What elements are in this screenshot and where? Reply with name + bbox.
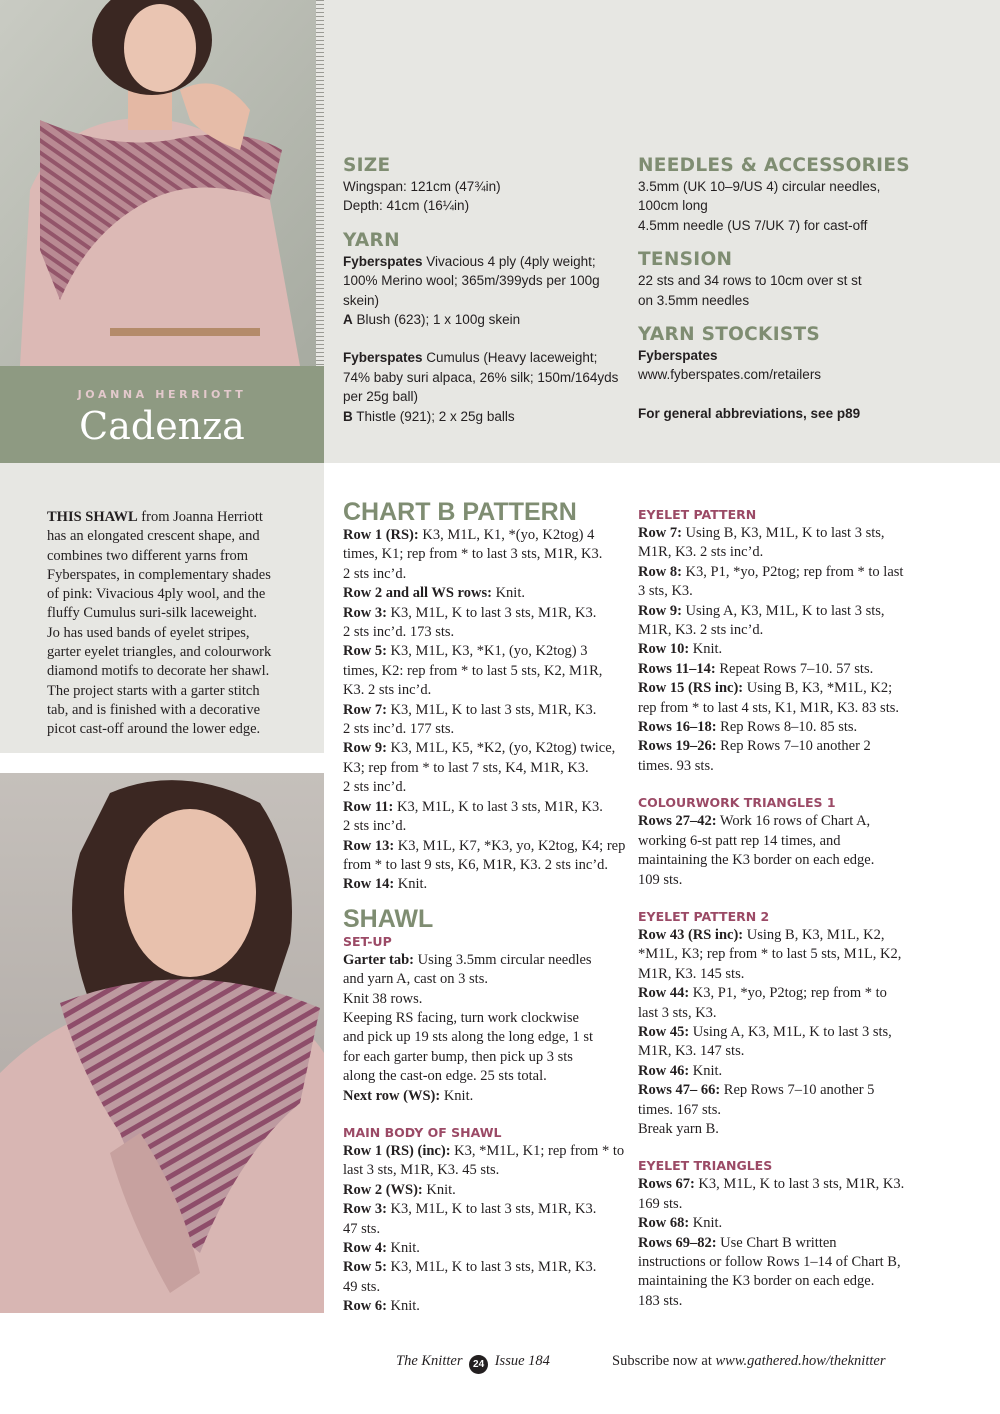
stockists-heading: YARN STOCKISTS — [638, 324, 821, 346]
yarn-1-line-1: Fyberspates Vivacious 4 ply (4ply weight; — [343, 253, 596, 269]
chart-b-line: Row 3: K3, M1L, K to last 3 sts, M1R, K3. — [343, 604, 597, 621]
chart-b-line: Row 7: K3, M1L, K to last 3 sts, M1R, K3. — [343, 701, 597, 718]
tension-heading: TENSION — [638, 249, 733, 271]
chart-b-line: 2 sts inc’d. 177 sts. — [343, 721, 455, 738]
eyelet-line: Row 8: K3, P1, *yo, P2tog; rep from * to last — [638, 563, 904, 580]
eyelet-2-line: Row 46: Knit. — [638, 1062, 723, 1079]
main-body-line: 49 sts. — [343, 1278, 381, 1295]
setup-line: Keeping RS facing, turn work clockwise — [343, 1009, 579, 1026]
eyelet-triangles-line: 169 sts. — [638, 1195, 683, 1212]
footer-subscribe — [612, 1352, 885, 1370]
eyelet-2-line: last 3 sts, K3. — [638, 1004, 717, 1021]
eyelet-triangles-line: instructions or follow Rows 1–14 of Chart B, — [638, 1254, 901, 1270]
eyelet-line: Row 15 (RS inc): Using B, K3, *M1L, K2; — [638, 680, 893, 697]
eyelet-line: Row 10: Knit. — [638, 641, 723, 658]
page-number-badge: 24 — [469, 1355, 488, 1374]
intro-line: Jo has used bands of eyelet stripes, — [47, 624, 250, 641]
eyelet-line: M1R, K3. 2 sts inc’d. — [638, 544, 764, 561]
eyelet-2-line: Rows 47– 66: Rep Rows 7–10 another 5 — [638, 1082, 875, 1099]
intro-line: tab, and is finished with a decorative — [47, 701, 261, 718]
subscribe-label: Subscribe now at — [612, 1353, 712, 1369]
setup-line: and pick up 19 sts along the long edge, 1 st — [343, 1029, 594, 1046]
needles-heading: NEEDLES & ACCESSORIES — [638, 155, 910, 176]
eyelet-line: Rows 11–14: Repeat Rows 7–10. 57 sts. — [638, 660, 874, 677]
chart-b-line: times, K2: rep from * to last 5 sts, K2, M1R, — [343, 662, 603, 679]
tension-line-2: on 3.5mm needles — [638, 292, 750, 308]
eyelet-line: M1R, K3. 2 sts inc’d. — [638, 622, 764, 639]
eyelet-2-line: M1R, K3. 145 sts. — [638, 965, 745, 982]
needles-line-3: 4.5mm needle (US 7/UK 7) for cast-off — [638, 217, 868, 233]
yarn-1-line-3: skein) — [343, 292, 380, 308]
title-block — [0, 366, 324, 463]
intro-line: garter eyelet triangles, and colourwork — [47, 644, 272, 661]
model-photo-top — [0, 0, 316, 366]
colourwork-line: working 6-st patt rep 14 times, and — [638, 832, 841, 849]
main-body-line: last 3 sts, M1R, K3. 45 sts. — [343, 1162, 500, 1179]
eyelet-line: 3 sts, K3. — [638, 583, 693, 600]
eyelet-2-line: Row 44: K3, P1, *yo, P2tog; rep from * to — [638, 985, 887, 1002]
chart-b-line: 2 sts inc’d. — [343, 565, 407, 582]
size-depth: Depth: 41cm (16¼in) — [343, 198, 470, 214]
main-body-line: Row 1 (RS) (inc): K3, *M1L, K1; rep from * to — [343, 1142, 625, 1159]
chart-b-line: Row 1 (RS): K3, M1L, K1, *(yo, K2tog) 4 — [343, 527, 595, 543]
needles-line-2: 100cm long — [638, 198, 708, 214]
designer-name: JOANNA HERRIOTT — [77, 388, 247, 401]
intro-line: combines two different yarns from — [47, 547, 249, 564]
setup-line: Next row (WS): Knit. — [343, 1087, 474, 1104]
chart-b-line: Row 9: K3, M1L, K5, *K2, (yo, K2tog) twice, — [343, 740, 616, 757]
eyelet-2-heading: EYELET PATTERN 2 — [638, 908, 770, 924]
intro-line: picot cast-off around the lower edge. — [47, 721, 261, 738]
colourwork-heading: COLOURWORK TRIANGLES 1 — [638, 795, 836, 811]
chart-b-line: Row 2 and all WS rows: Knit. — [343, 585, 525, 602]
chart-b-line: Row 13: K3, M1L, K7, *K3, yo, K2tog, K4; rep — [343, 837, 626, 854]
main-body-line: Row 4: Knit. — [343, 1240, 420, 1256]
eyelet-triangles-line: maintaining the K3 border on each edge. — [638, 1273, 875, 1290]
setup-line: Knit 38 rows. — [343, 990, 423, 1007]
setup-line: and yarn A, cast on 3 sts. — [343, 971, 488, 988]
intro-line: has an elongated crescent shape, and — [47, 528, 260, 545]
chart-b-line: Row 14: Knit. — [343, 876, 428, 893]
eyelet-triangles-heading: EYELET TRIANGLES — [638, 1158, 773, 1174]
setup-heading: SET-UP — [343, 933, 392, 949]
colourwork-line: maintaining the K3 border on each edge. — [638, 852, 875, 869]
chart-b-line: Row 5: K3, M1L, K3, *K1, (yo, K2tog) 3 — [343, 643, 588, 660]
chart-b-line: times, K1; rep from * to last 3 sts, M1R, K3. — [343, 546, 603, 563]
setup-line: Garter tab: Using 3.5mm circular needles — [343, 951, 592, 968]
stockists-url[interactable]: www.fyberspates.com/retailers — [638, 367, 822, 383]
main-body-line: 47 sts. — [343, 1220, 381, 1237]
magazine-name: The Knitter — [396, 1353, 463, 1369]
chart-b-line: K3. 2 sts inc’d. — [343, 682, 432, 699]
eyelet-triangles-line: Rows 67: K3, M1L, K to last 3 sts, M1R, K3. — [638, 1176, 905, 1193]
setup-line: along the cast-on edge. 25 sts total. — [343, 1068, 547, 1085]
eyelet-line: rep from * to last 4 sts, K1, M1R, K3. 83 sts. — [638, 699, 899, 716]
spec-column-left — [343, 155, 633, 426]
eyelet-triangles-line: 183 sts. — [638, 1292, 683, 1309]
chart-b-line: 2 sts inc’d. — [343, 818, 407, 835]
intro-line: diamond motifs to decorate her shawl. — [47, 663, 270, 680]
shawl-heading: SHAWL — [343, 904, 434, 933]
eyelet-2-line: Row 45: Using A, K3, M1L, K to last 3 sts, — [638, 1023, 892, 1040]
yarn-2-line-2: 74% baby suri alpaca, 26% silk; 150m/164yds — [343, 369, 619, 385]
main-body-line: Row 5: K3, M1L, K to last 3 sts, M1R, K3. — [343, 1259, 597, 1276]
eyelet-2-line: Break yarn B. — [638, 1120, 719, 1137]
eyelet-2-line: Row 43 (RS inc): Using B, K3, M1L, K2, — [638, 926, 885, 943]
pattern-column-right — [638, 506, 938, 1311]
setup-line: for each garter bump, then pick up 3 sts — [343, 1048, 573, 1065]
eyelet-line: Rows 19–26: Rep Rows 7–10 another 2 — [638, 738, 871, 755]
eyelet-2-line: M1R, K3. 147 sts. — [638, 1043, 745, 1060]
chart-b-line: 2 sts inc’d. — [343, 779, 407, 796]
yarn-heading: YARN — [343, 229, 400, 251]
eyelet-line: Row 7: Using B, K3, M1L, K to last 3 sts, — [638, 525, 885, 541]
intro-line: THIS SHAWL from Joanna Herriott — [47, 509, 263, 525]
eyelet-triangles-line: Rows 69–82: Use Chart B written — [638, 1234, 837, 1251]
chart-b-line: from * to last 9 sts, K6, M1R, K3. 2 sts inc’d. — [343, 856, 609, 873]
tension-line-1: 22 sts and 34 rows to 10cm over st st — [638, 273, 862, 289]
main-body-line: Row 6: Knit. — [343, 1298, 420, 1315]
yarn-2-line-3: per 25g ball) — [343, 389, 419, 405]
intro-line: fluffy Cumulus suri-silk laceweight. — [47, 605, 257, 622]
size-wingspan: Wingspan: 121cm (47¾in) — [343, 179, 501, 194]
eyelet-line: Row 9: Using A, K3, M1L, K to last 3 sts, — [638, 602, 885, 619]
yarn-2-line-1: Fyberspates Cumulus (Heavy laceweight; — [343, 350, 598, 366]
footer-issue — [396, 1352, 550, 1374]
model-photo-bottom — [0, 773, 324, 1313]
issue-number: Issue 184 — [494, 1353, 550, 1369]
chart-b-line: 2 sts inc’d. 173 sts. — [343, 624, 455, 641]
eyelet-heading: EYELET PATTERN — [638, 507, 757, 522]
size-heading: SIZE — [343, 155, 391, 176]
intro-line: of pink: Vivacious 4ply wool, and the — [47, 586, 266, 603]
eyelet-2-line: *M1L, K3; rep from * to last 5 sts, M1L, K2, — [638, 946, 902, 963]
colourwork-line: 109 sts. — [638, 871, 683, 888]
yarn-a-colour: A Blush (623); 1 x 100g skein — [343, 312, 521, 328]
chart-b-line: Row 11: K3, M1L, K to last 3 sts, M1R, K3. — [343, 798, 603, 815]
main-body-line: Row 2 (WS): Knit. — [343, 1181, 456, 1198]
colourwork-line: Rows 27–42: Work 16 rows of Chart A, — [638, 813, 871, 830]
needles-line-1: 3.5mm (UK 10–9/US 4) circular needles, — [638, 179, 881, 194]
yarn-b-colour: B Thistle (921); 2 x 25g balls — [343, 408, 515, 424]
intro-paragraph — [47, 508, 309, 740]
intro-lead: THIS SHAWL — [47, 509, 138, 525]
subscribe-link[interactable]: www.gathered.how/theknitter — [715, 1353, 886, 1369]
chart-b-heading: CHART B PATTERN — [343, 498, 577, 526]
intro-line: The project starts with a garter stitch — [47, 682, 260, 699]
chart-b-column — [343, 498, 628, 1317]
eyelet-2-line: times. 167 sts. — [638, 1101, 721, 1118]
eyelet-line: times. 93 sts. — [638, 757, 714, 774]
spec-column-right — [638, 155, 938, 423]
eyelet-triangles-line: Row 68: Knit. — [638, 1215, 723, 1232]
main-body-heading: MAIN BODY OF SHAWL — [343, 1124, 502, 1140]
main-body-line: Row 3: K3, M1L, K to last 3 sts, M1R, K3. — [343, 1201, 597, 1218]
stockists-brand: Fyberspates — [638, 348, 718, 364]
eyelet-line: Rows 16–18: Rep Rows 8–10. 85 sts. — [638, 719, 858, 736]
abbreviations-note: For general abbreviations, see p89 — [638, 405, 861, 421]
pattern-title: Cadenza — [79, 404, 245, 448]
chart-b-line: K3; rep from * to last 7 sts, K4, M1R, K3. — [343, 759, 589, 776]
yarn-1-line-2: 100% Merino wool; 365m/399yds per 100g — [343, 273, 600, 289]
intro-line: Fyberspates, in complementary shades — [47, 566, 271, 583]
